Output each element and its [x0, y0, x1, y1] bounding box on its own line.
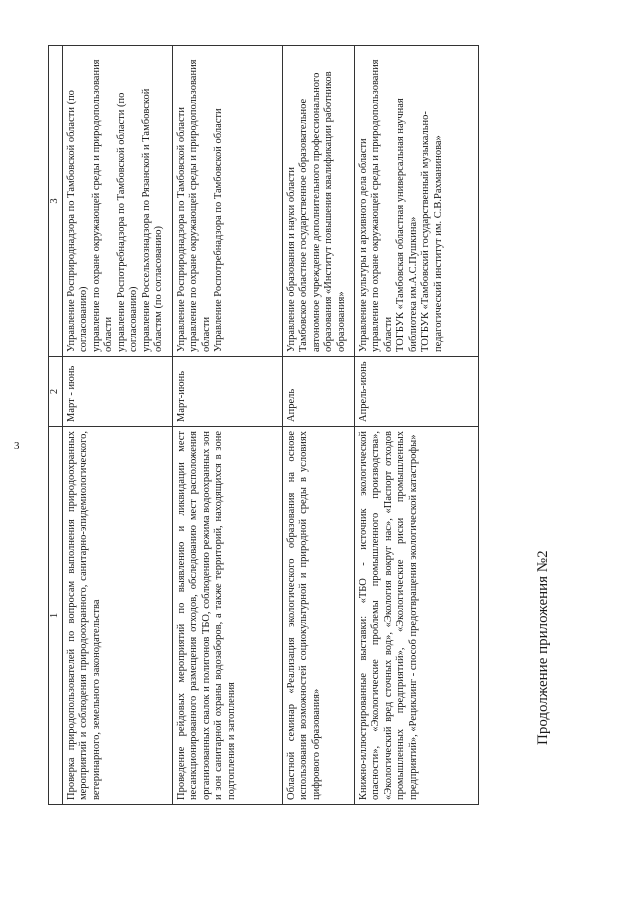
table-row — [62, 46, 172, 805]
table-row — [172, 46, 282, 805]
executor-line: управление по охране окружающей среды и природопользования области — [370, 59, 394, 352]
event-cell: Проверка природопользователей по вопросам выполнения природоохранных мероприятий и соблюдения природоохранного, санитарно-эпидемиологического, ветеринарного, земельного законодательства — [62, 427, 172, 805]
term-cell: Апрель — [282, 357, 354, 427]
page-number: 3 — [14, 440, 20, 452]
executor-line: управление по охране окружающей среды и природопользования области — [188, 59, 212, 352]
executors-cell — [282, 46, 354, 357]
executors-cell — [62, 46, 172, 357]
event-cell: Областной семинар «Реализация экологического образования на основе использования возможностей социокультурной и природной среды в условиях цифрового образования» — [282, 427, 354, 805]
executors-cell — [354, 46, 478, 357]
executor-line: Управление культуры и архивного дела области — [357, 138, 369, 352]
executor-line: Управление образования и науки области — [285, 167, 297, 352]
executors-cell — [172, 46, 282, 357]
executor-line: управление Россельхознадзора по Рязанской и Тамбовской областям (по согласованию) — [140, 88, 164, 352]
term-cell: Апрель-июнь — [354, 357, 478, 427]
column-number-1: 1 — [49, 427, 63, 805]
executor-line: управление Роспотребнадзора по Тамбовской области (по согласованию) — [115, 92, 139, 352]
executor-line: ТОГБУК «Тамбовская областная универсальная научная библиотека им.А.С.Пушкина» — [395, 98, 419, 352]
term-cell: Март - июнь — [62, 357, 172, 427]
table-row — [354, 46, 478, 805]
event-cell: Проведение рейдовых мероприятий по выявлению и ликвидации мест несанкционированного размещения отходов, обследованию мест расположения организованных свалок и полигонов ТБО, соблюдению режима водоохранных зон и зон санитарной охраны водозаборов, а также территорий, находящихся в зоне подтопления и затопления — [172, 427, 282, 805]
executor-line: Управление Роспотребнадзора по Тамбовской области — [213, 108, 224, 352]
continuation-label: Продолжение приложения №2 — [535, 550, 551, 745]
executor-line: управление по охране окружающей среды и природопользования области — [90, 59, 114, 352]
column-number-2: 2 — [49, 357, 63, 427]
events-table — [48, 45, 479, 805]
executor-line: Тамбовское областное государственное образовательное автономное учреждение дополнительного профессионального образования «Институт повышения квалификации работников образования» — [298, 71, 347, 352]
table-row — [282, 46, 354, 805]
executor-line: ТОГБУК «Тамбовский государственный музыкально-педагогический институт им. С.В.Рахманинова» — [420, 111, 444, 352]
column-number-3: 3 — [49, 46, 63, 357]
header-row — [49, 46, 63, 805]
executor-line: Управление Росприроднадзора по Тамбовской области — [175, 107, 187, 352]
event-cell: Книжно-иллюстрированные выставки: «ТБО - источник экологической опасности», «Экологические проблемы промышленного производства», «Экологический вред сточных вод», «Экология вокруг нас», «Паспорт отходов промышленных предприятий», «Экологические риски промышленных предприятий», «Рециклинг - способ предотвращения экологической катастрофы» — [354, 427, 478, 805]
term-cell: Март-июнь — [172, 357, 282, 427]
executor-line: Управление Росприроднадзора по Тамбовской области (по согласованию) — [65, 90, 89, 352]
